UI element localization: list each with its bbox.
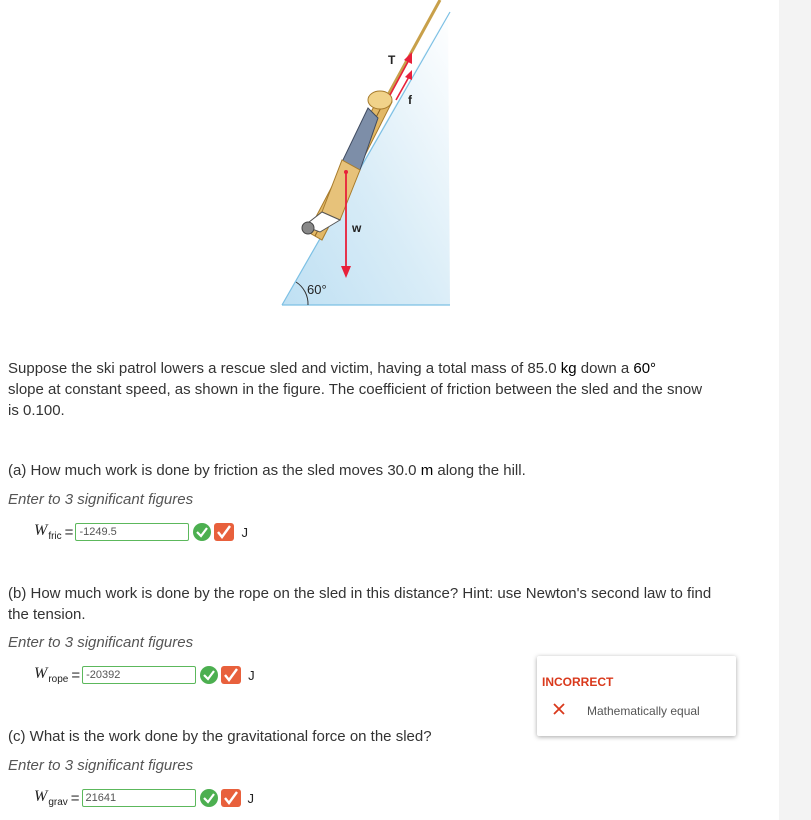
- equals-sign: =: [70, 789, 80, 807]
- problem-text-1: Suppose the ski patrol lowers a rescue sled and victim, having a total mass of 85.0: [8, 360, 561, 377]
- problem-text-2: down a: [576, 360, 634, 377]
- friction-arrowhead: [405, 70, 412, 80]
- angle-label: 60°: [307, 282, 327, 297]
- w-grav-unit: J: [247, 790, 255, 806]
- w-grav-input[interactable]: [82, 789, 196, 807]
- correct-check-icon: [200, 789, 218, 807]
- part-a-question-text-1: (a) How much work is done by friction as the sled moves 30.0: [8, 462, 421, 479]
- friction-label: f: [408, 93, 412, 107]
- part-a-result-badge[interactable]: [192, 522, 236, 542]
- tension-label: T: [388, 53, 396, 67]
- problem-text-3: slope at constant speed, as shown in the figure. The coefficient of friction between the sled and the snow is 0.100.: [8, 381, 703, 419]
- correct-check-icon: [200, 666, 218, 684]
- part-a-question: [8, 460, 708, 481]
- w-fric-symbol: W: [34, 522, 48, 539]
- flag-check-icon: [214, 523, 234, 541]
- feedback-popup: [537, 656, 736, 736]
- part-a-instruction: Enter to 3 significant figures: [8, 491, 194, 508]
- w-rope-unit: J: [248, 667, 255, 683]
- equals-sign: =: [64, 523, 74, 541]
- part-c-question-text: (c) What is the work done by the gravitational force on the sled?: [8, 728, 432, 745]
- part-b-answer-row: [34, 664, 255, 686]
- physics-figure: [260, 0, 480, 310]
- center-of-mass-dot: [344, 170, 348, 174]
- w-fric-subscript: fric: [48, 531, 62, 542]
- distance-unit: m: [420, 462, 434, 479]
- part-c-instruction: Enter to 3 significant figures: [8, 757, 194, 774]
- part-c-answer-row: [34, 787, 254, 809]
- weight-label: w: [352, 221, 362, 235]
- problem-statement: [8, 358, 708, 421]
- part-a-answer-row: [34, 521, 248, 543]
- w-grav-subscript: grav: [48, 797, 68, 808]
- mass-unit: kg: [560, 360, 577, 377]
- part-b-result-badge[interactable]: [199, 665, 243, 685]
- equals-sign: =: [71, 666, 81, 684]
- w-grav-label: [34, 788, 68, 808]
- w-fric-input[interactable]: [75, 523, 189, 541]
- feedback-status: INCORRECT: [542, 675, 614, 689]
- w-fric-label: [34, 522, 62, 542]
- flag-check-icon: [221, 666, 241, 684]
- w-rope-input[interactable]: [82, 666, 196, 684]
- w-rope-symbol: W: [34, 665, 48, 682]
- w-rope-subscript: rope: [48, 674, 69, 685]
- w-fric-unit: J: [241, 524, 248, 540]
- right-gutter: [779, 0, 811, 820]
- part-c-result-badge[interactable]: [199, 788, 243, 808]
- part-a-question-text-2: along the hill.: [433, 462, 526, 479]
- part-b-instruction: Enter to 3 significant figures: [8, 634, 194, 651]
- w-rope-label: [34, 665, 68, 685]
- incorrect-x-icon: [552, 702, 566, 716]
- part-b-question-text: (b) How much work is done by the rope on the sled in this distance? Hint: use Newton's second law to find the tension.: [8, 585, 712, 623]
- flag-check-icon: [221, 789, 241, 807]
- slope-angle: 60°: [633, 360, 657, 377]
- correct-check-icon: [193, 523, 211, 541]
- w-grav-symbol: W: [34, 788, 48, 805]
- part-b-question: [8, 583, 728, 625]
- feedback-message: Mathematically equal: [587, 704, 700, 718]
